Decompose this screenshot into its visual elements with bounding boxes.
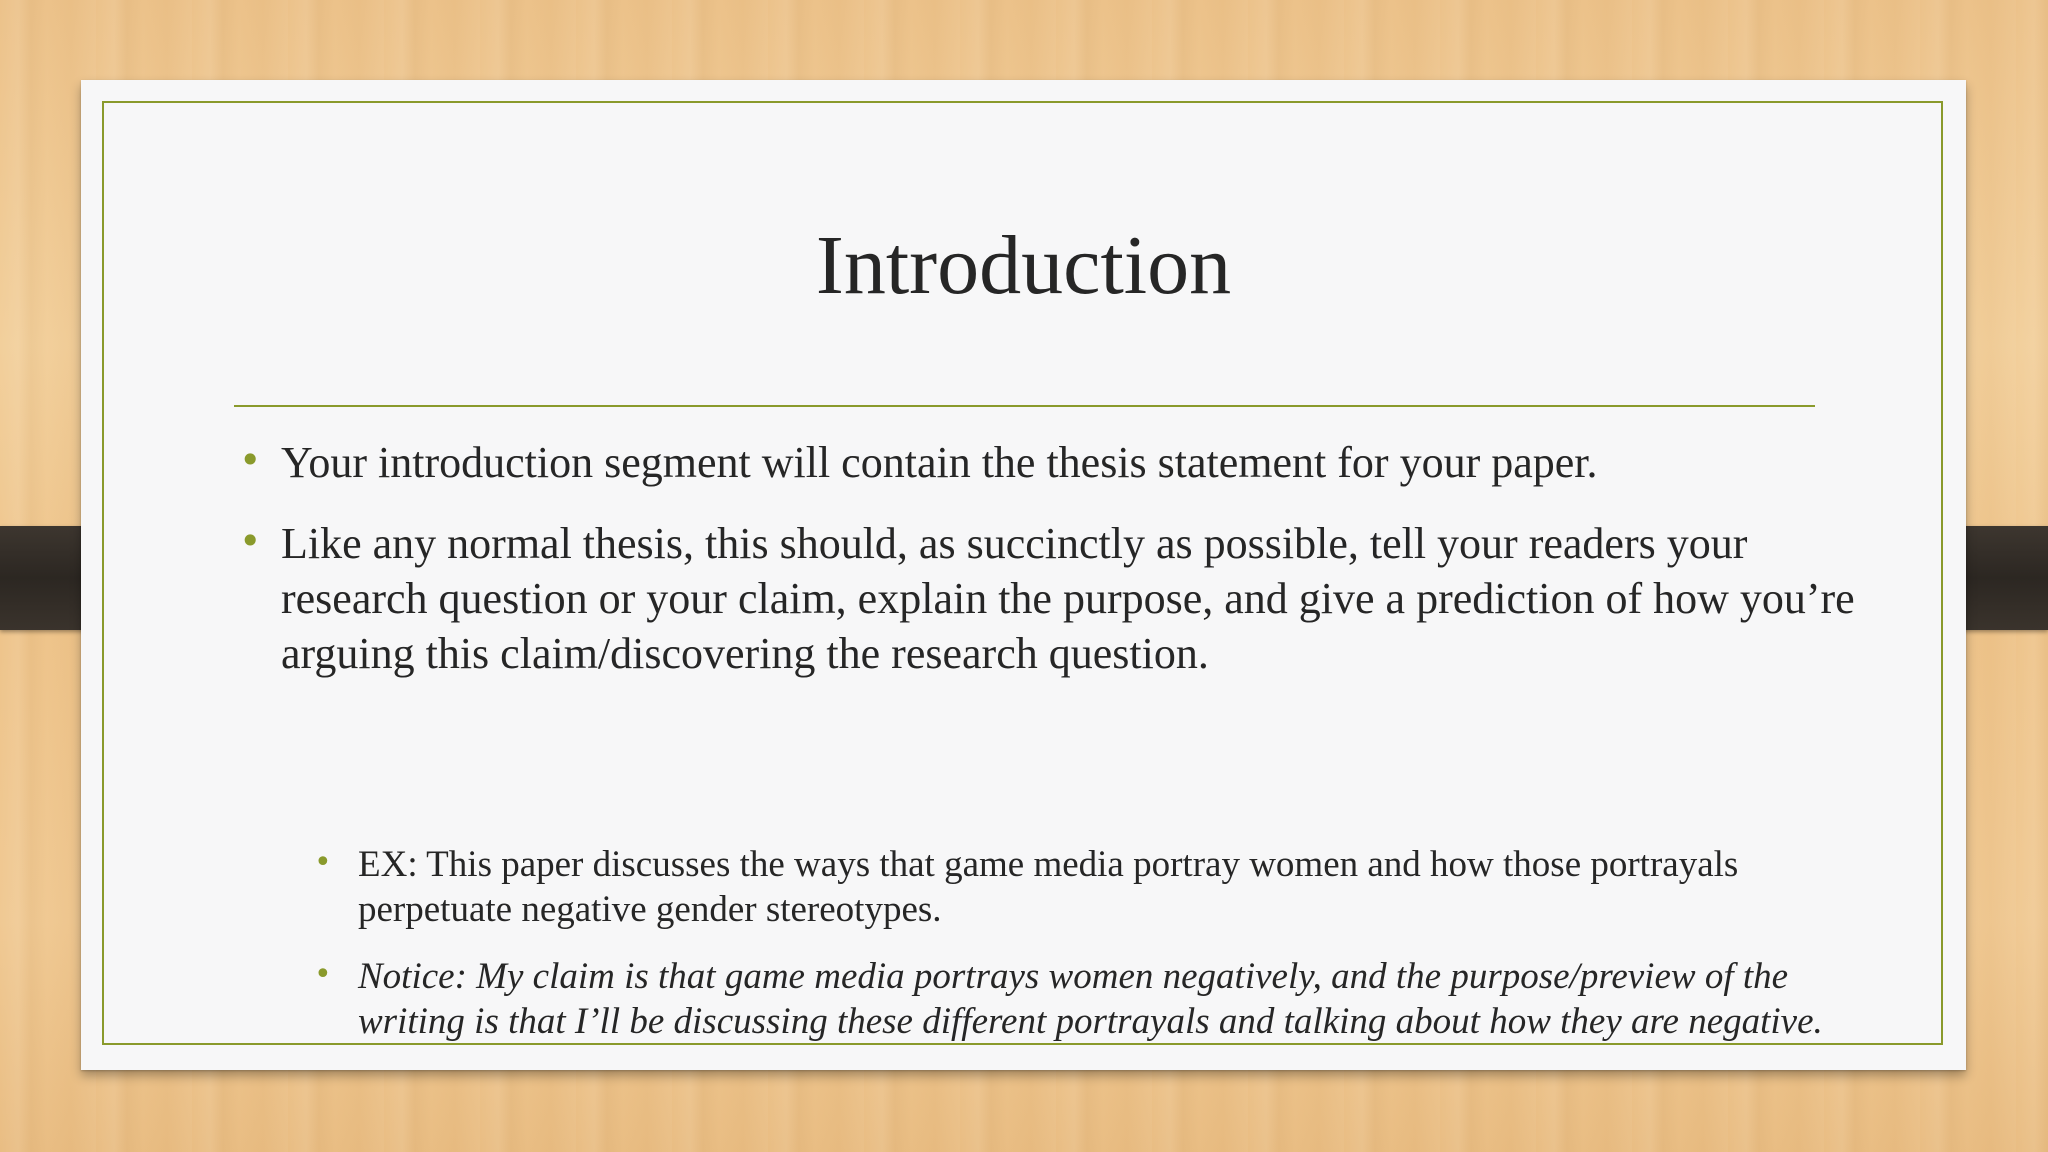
sub-bullet-item	[314, 954, 1828, 1044]
title-divider	[234, 405, 1815, 407]
bullet-dot-icon: •	[314, 957, 332, 992]
bullet-item	[239, 516, 1901, 681]
sub-bullet-text: EX: This paper discusses the ways that game media portray women and how those portrayals perpetuate negative gender stereotypes.	[358, 844, 1739, 930]
bullet-text: Your introduction segment will contain the thesis statement for your paper.	[281, 438, 1598, 487]
sub-bullet-item	[314, 842, 1828, 932]
bullet-dot-icon: •	[239, 438, 262, 482]
bullet-text: Like any normal thesis, this should, as succinctly as possible, tell your readers your research question or your claim, explain the purpose, and give a prediction of how you’re arguing this claim/discovering the research question.	[281, 519, 1855, 678]
bullet-dot-icon: •	[314, 845, 332, 880]
slide-title: Introduction	[815, 219, 1232, 312]
slide	[81, 80, 1966, 1070]
bullet-dot-icon: •	[239, 519, 262, 563]
sub-bullet-text: Notice: My claim is that game media portrays women negatively, and the purpose/preview of the writing is that I’ll be discussing these different portrayals and talking about how they are negative.	[358, 956, 1823, 1042]
bullet-item	[239, 435, 1901, 490]
